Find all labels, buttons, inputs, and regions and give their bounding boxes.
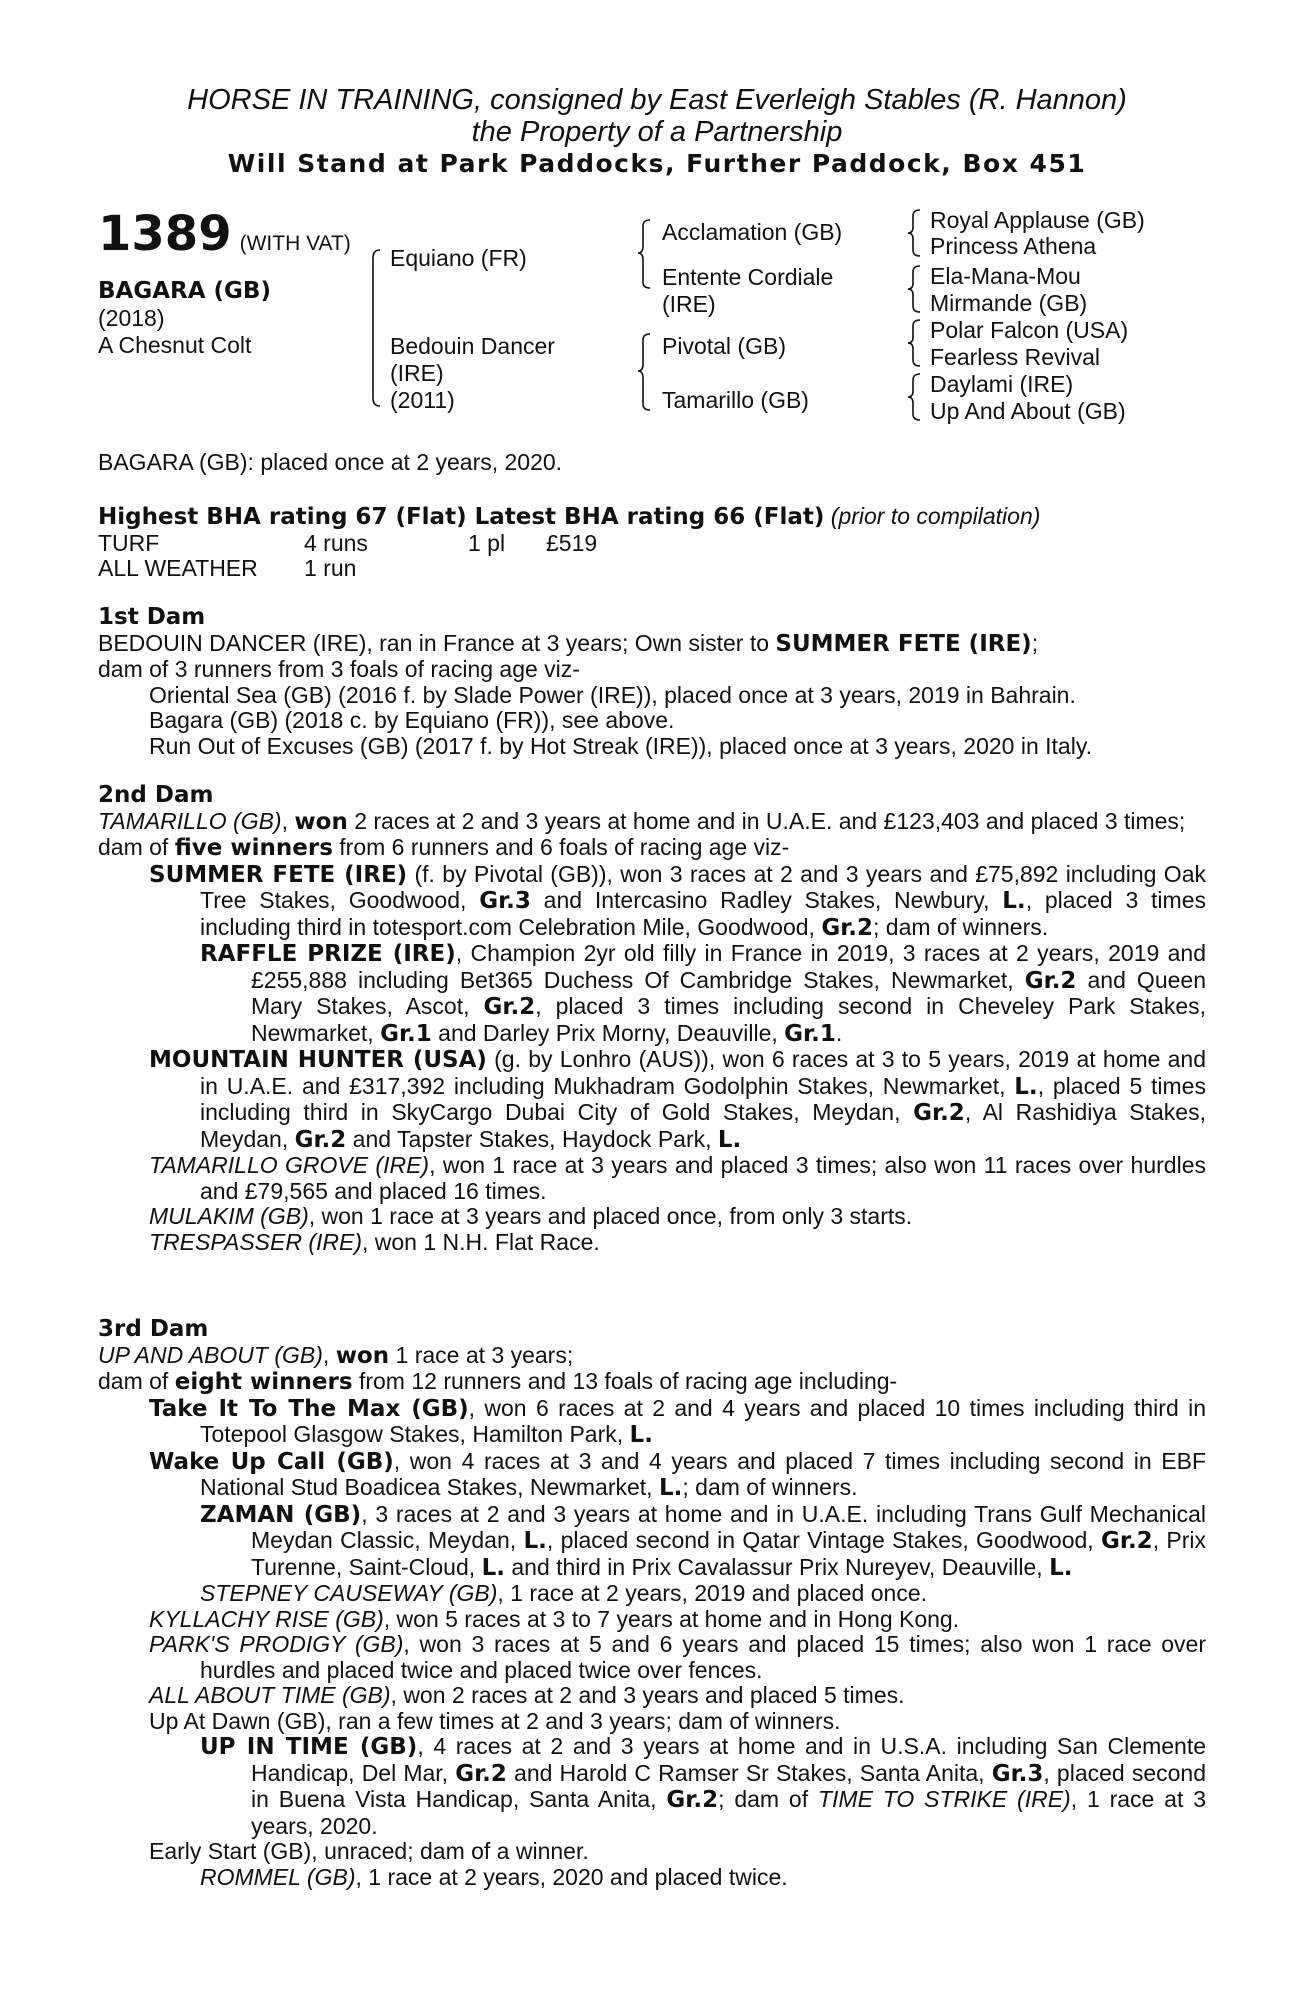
second-dam-heading: 2nd Dam <box>98 782 214 808</box>
produce-entry <box>98 1632 1206 1683</box>
pedigree-dam-name: Bedouin Dancer <box>390 333 555 359</box>
text: (g. by Lonhro (AUS)), won 6 races at 3 to 5 years, 2019 at home and in U.A.E. and £317,392 including Mukhadram Godolphin Stakes, Newmarket, <box>200 1046 1206 1099</box>
produce-entry: Up At Dawn (GB), ran a few times at 2 and 3 years; dam of winners. <box>149 1707 841 1734</box>
pedigree-ssd: Princess Athena <box>930 233 1097 259</box>
produce-entry <box>98 941 1206 1047</box>
pedigree-dam-sire: Pivotal (GB) <box>662 333 786 359</box>
text: Gr.1 <box>380 1020 432 1047</box>
text: ; dam of <box>718 1786 818 1812</box>
text: , won 2 races at 2 and 3 years and placed 5 times. <box>390 1682 905 1708</box>
text: from 12 runners and 13 foals of racing age including- <box>352 1368 898 1394</box>
ratings-line <box>98 504 1206 531</box>
text: , Prix Turenne, Saint-Cloud, <box>251 1527 1206 1580</box>
text: ; <box>1031 629 1039 656</box>
pedigree-dds: Daylami (IRE) <box>930 371 1074 397</box>
produce-entry <box>98 1047 1206 1153</box>
text: ; dam of winners. <box>682 1474 858 1500</box>
text: , <box>322 1341 336 1368</box>
text: Gr.2 <box>455 1760 507 1787</box>
text: ZAMAN (GB) <box>200 1501 362 1528</box>
produce-entry <box>98 1734 1206 1839</box>
text: TIME TO STRIKE (IRE) <box>817 1786 1071 1812</box>
first-dam-produce-intro: dam of 3 runners from 3 foals of racing age viz- <box>98 656 580 682</box>
text: BEDOUIN DANCER (IRE), ran in France at 3 years; Own sister to <box>98 629 776 656</box>
location-line: Will Stand at Park Paddocks, Further Paddock, Box 451 <box>227 149 1087 178</box>
text: , won 1 N.H. Flat Race. <box>362 1228 600 1255</box>
text: SUMMER FETE (IRE) <box>775 630 1032 657</box>
second-dam-produce-intro <box>98 835 1206 862</box>
ownership-line: the Property of a Partnership <box>471 116 843 148</box>
pedigree-dss: Polar Falcon (USA) <box>930 317 1129 343</box>
ratings-note: (prior to compilation) <box>830 503 1041 529</box>
text: , 4 races at 2 and 3 years at home and in U.S.A. including San Clemente Handicap, Del Mar, <box>251 1733 1206 1786</box>
text: , won 1 race at 3 years and placed once, from only 3 starts. <box>308 1203 913 1229</box>
text: Gr.3 <box>991 1760 1044 1787</box>
text: , Al Rashidiya Stakes, Meydan, <box>200 1099 1206 1152</box>
pedigree-sdd: Mirmande (GB) <box>930 290 1088 316</box>
produce-entry: Early Start (GB), unraced; dam of a winner. <box>149 1838 589 1864</box>
third-dam-heading: 3rd Dam <box>98 1316 209 1342</box>
text: and Queen Mary Stakes, Ascot, <box>251 966 1206 1019</box>
turf-record <box>98 531 1206 557</box>
text: , placed 5 times including third in SkyCargo Dubai City of Gold Stakes, Meydan, <box>200 1072 1206 1125</box>
bracket-g3-3 <box>906 318 924 370</box>
text: five winners <box>174 835 333 861</box>
third-dam-line <box>98 1343 1206 1370</box>
text: , Champion 2yr old filly in France in 2019, 3 races at 2 years, 2019 and £255,888 including Bet365 Duchess Of Cambridge Stakes, Newmarket, <box>251 940 1206 993</box>
text: RAFFLE PRIZE (IRE) <box>200 941 456 967</box>
first-dam-heading: 1st Dam <box>98 604 206 630</box>
text: L. <box>658 1475 683 1501</box>
aw-record <box>98 556 1206 582</box>
horse-description: A Chesnut Colt <box>98 332 252 358</box>
produce-entry: Run Out of Excuses (GB) (2017 f. by Hot Streak (IRE)), placed once at 3 years, 2020 in Italy. <box>149 732 1092 759</box>
text: 1 race at 3 years; <box>389 1341 574 1368</box>
text: MULAKIM (GB) <box>149 1203 309 1229</box>
text: KYLLACHY RISE (GB) <box>149 1605 384 1632</box>
lot-heading <box>98 206 351 262</box>
text: 2 races at 2 and 3 years at home and in U.A.E. and £123,403 and placed 3 times; <box>347 807 1186 834</box>
text: Gr.2 <box>1024 967 1077 994</box>
text: won <box>294 808 348 835</box>
text: and Tapster Stakes, Haydock Park, <box>346 1125 718 1152</box>
text: , placed second in Buena Vista Handicap, Santa Anita, <box>251 1759 1206 1812</box>
text: L. <box>1014 1073 1038 1100</box>
text: , won 4 races at 3 and 4 years and placed 7 times including second in EBF National Stud Boadicea Stakes, Newmarket, <box>200 1447 1206 1500</box>
text: ROMMEL (GB) <box>200 1863 356 1890</box>
turf-label: TURF <box>98 529 160 556</box>
text: MOUNTAIN HUNTER (USA) <box>149 1047 487 1073</box>
bracket-g3-2 <box>906 264 924 316</box>
text: L. <box>481 1554 505 1581</box>
horse-name: BAGARA (GB) <box>98 278 271 304</box>
text: , 1 race at 2 years, 2019 and placed once. <box>497 1580 927 1606</box>
text: , placed 3 times including third in totesport.com Celebration Mile, Goodwood, <box>200 887 1206 940</box>
text: , 1 race at 3 years, 2020. <box>251 1786 1206 1839</box>
text: , placed 3 times including second in Cheveley Park Stakes, Newmarket, <box>251 993 1206 1046</box>
text: TAMARILLO (GB) <box>98 807 282 834</box>
second-dam-section <box>98 783 1206 1255</box>
text: and Harold C Ramser Sr Stakes, Santa Anita, <box>506 1759 992 1786</box>
third-dam-produce-intro <box>98 1369 1206 1396</box>
foaling-year: (2018) <box>98 305 165 331</box>
text: , placed second in Qatar Vintage Stakes, Goodwood, <box>546 1527 1101 1553</box>
first-dam-section <box>98 605 1206 759</box>
text: , won 1 race at 3 years and placed 3 times; also won 11 races over hurdles and £79,565 and placed 16 times. <box>200 1152 1206 1204</box>
bracket-generation1 <box>368 248 384 408</box>
produce-entry <box>98 1230 1206 1256</box>
produce-entry <box>98 1153 1206 1204</box>
pedigree-sire: Equiano (FR) <box>390 245 527 271</box>
text: Gr.2 <box>294 1126 347 1153</box>
aw-label: ALL WEATHER <box>98 555 258 581</box>
consignor-line: HORSE IN TRAINING, consigned by East Everleigh Stables (R. Hannon) <box>187 84 1127 116</box>
first-dam-line <box>98 631 1206 658</box>
produce-entry <box>98 1502 1206 1582</box>
produce-entry <box>98 1683 1206 1709</box>
turf-places: 1 pl <box>468 529 506 556</box>
text: Gr.1 <box>784 1020 836 1047</box>
text: , won 3 races at 5 and 6 years and placed 15 times; also won 1 race over hurdles and placed twice and placed twice over fences. <box>200 1631 1206 1683</box>
text: and third in Prix Cavalassur Prix Nureyev, Deauville, <box>504 1553 1050 1580</box>
pedigree-dam <box>390 333 555 414</box>
text: L. <box>1002 888 1026 914</box>
produce-entry <box>98 1865 1206 1891</box>
pedigree-sire-sire: Acclamation (GB) <box>662 219 843 245</box>
text: and Darley Prix Morny, Deauville, <box>431 1019 785 1046</box>
text: ; dam of winners. <box>873 913 1049 940</box>
text: . <box>835 1019 843 1046</box>
text: (f. by Pivotal (GB)), won 3 races at 2 and 3 years and £75,892 including Oak Tree Stakes, Goodwood, <box>200 860 1206 913</box>
text: UP IN TIME (GB) <box>200 1734 418 1760</box>
pedigree-dam-dam: Tamarillo (GB) <box>662 387 809 413</box>
text: Gr.2 <box>1101 1528 1153 1554</box>
text: Take It To The Max (GB) <box>149 1395 469 1422</box>
produce-entry <box>98 1581 1206 1607</box>
produce-entry <box>98 862 1206 942</box>
text: eight winners <box>174 1369 353 1395</box>
turf-prize: £519 <box>546 529 598 556</box>
text: SUMMER FETE (IRE) <box>149 861 408 888</box>
ratings-block <box>98 504 1206 582</box>
pedigree-sire-dam-country: (IRE) <box>662 291 716 317</box>
text: ALL ABOUT TIME (GB) <box>149 1682 391 1708</box>
text: , won 6 races at 2 and 4 years and placed 10 times including third in Totepool Glasgow Stakes, Hamilton Park, <box>200 1394 1206 1447</box>
text: won <box>335 1342 390 1369</box>
vat-note: (WITH VAT) <box>239 232 351 255</box>
text: Wake Up Call (GB) <box>149 1448 394 1475</box>
text: Gr.2 <box>821 914 874 941</box>
produce-entry: Bagara (GB) (2018 c. by Equiano (FR)), see above. <box>149 707 675 733</box>
text: , won 5 races at 3 to 7 years at home and in Hong Kong. <box>383 1605 960 1632</box>
bracket-g3-1 <box>906 208 924 260</box>
text: and Intercasino Radley Stakes, Newbury, <box>530 887 1003 913</box>
text: UP AND ABOUT (GB) <box>98 1341 323 1368</box>
pedigree-sire-dam-name: Entente Cordiale <box>662 264 834 290</box>
text: Gr.3 <box>479 888 531 914</box>
ratings-bold: Highest BHA rating 67 (Flat) Latest BHA rating 66 (Flat) <box>98 504 825 530</box>
text: dam of <box>98 834 175 860</box>
text: , 3 races at 2 and 3 years at home and in U.A.E. including Trans Gulf Mechanical Meydan Classic, Meydan, <box>251 1500 1207 1553</box>
third-dam-section <box>98 1317 1206 1890</box>
pedigree-dam-country: (IRE) <box>390 360 444 386</box>
text: TRESPASSER (IRE) <box>149 1228 362 1255</box>
pedigree-ddd: Up And About (GB) <box>930 398 1126 424</box>
bracket-g3-4 <box>906 372 924 424</box>
text: , 1 race at 2 years, 2020 and placed twice. <box>355 1863 788 1890</box>
text: STEPNEY CAUSEWAY (GB) <box>200 1580 498 1606</box>
text: L. <box>717 1126 742 1153</box>
text: , <box>281 807 295 834</box>
bracket-sire-parents <box>636 218 654 292</box>
lot-number: 1389 <box>98 206 232 262</box>
text: PARK'S PRODIGY (GB) <box>149 1631 404 1657</box>
text: Gr.2 <box>666 1787 719 1813</box>
produce-entry: Oriental Sea (GB) (2016 f. by Slade Power (IRE)), placed once at 3 years, 2019 in Bahrain. <box>149 681 1076 708</box>
produce-entry <box>98 1449 1206 1502</box>
pedigree-sds: Ela-Mana-Mou <box>930 263 1081 289</box>
second-dam-line <box>98 809 1206 836</box>
produce-entry <box>98 1204 1206 1230</box>
text: dam of <box>98 1368 175 1394</box>
text: L. <box>629 1422 653 1448</box>
text: TAMARILLO GROVE (IRE) <box>149 1152 430 1178</box>
pedigree-sss: Royal Applause (GB) <box>930 207 1145 233</box>
produce-entry <box>98 1396 1206 1449</box>
turf-runs: 4 runs <box>304 529 368 556</box>
pedigree-dsd: Fearless Revival <box>930 344 1100 370</box>
produce-entry <box>98 1607 1206 1633</box>
text: Gr.2 <box>483 994 536 1020</box>
text: from 6 runners and 6 foals of racing age viz- <box>332 834 790 860</box>
pedigree-dam-year: (2011) <box>390 387 455 413</box>
text: L. <box>1049 1554 1073 1581</box>
pedigree-sire-dam <box>662 264 833 318</box>
text: Gr.2 <box>913 1100 965 1126</box>
text: L. <box>523 1528 547 1554</box>
aw-runs: 1 run <box>304 555 357 581</box>
race-summary: BAGARA (GB): placed once at 2 years, 2020. <box>98 449 563 475</box>
bracket-dam-parents <box>636 332 654 414</box>
